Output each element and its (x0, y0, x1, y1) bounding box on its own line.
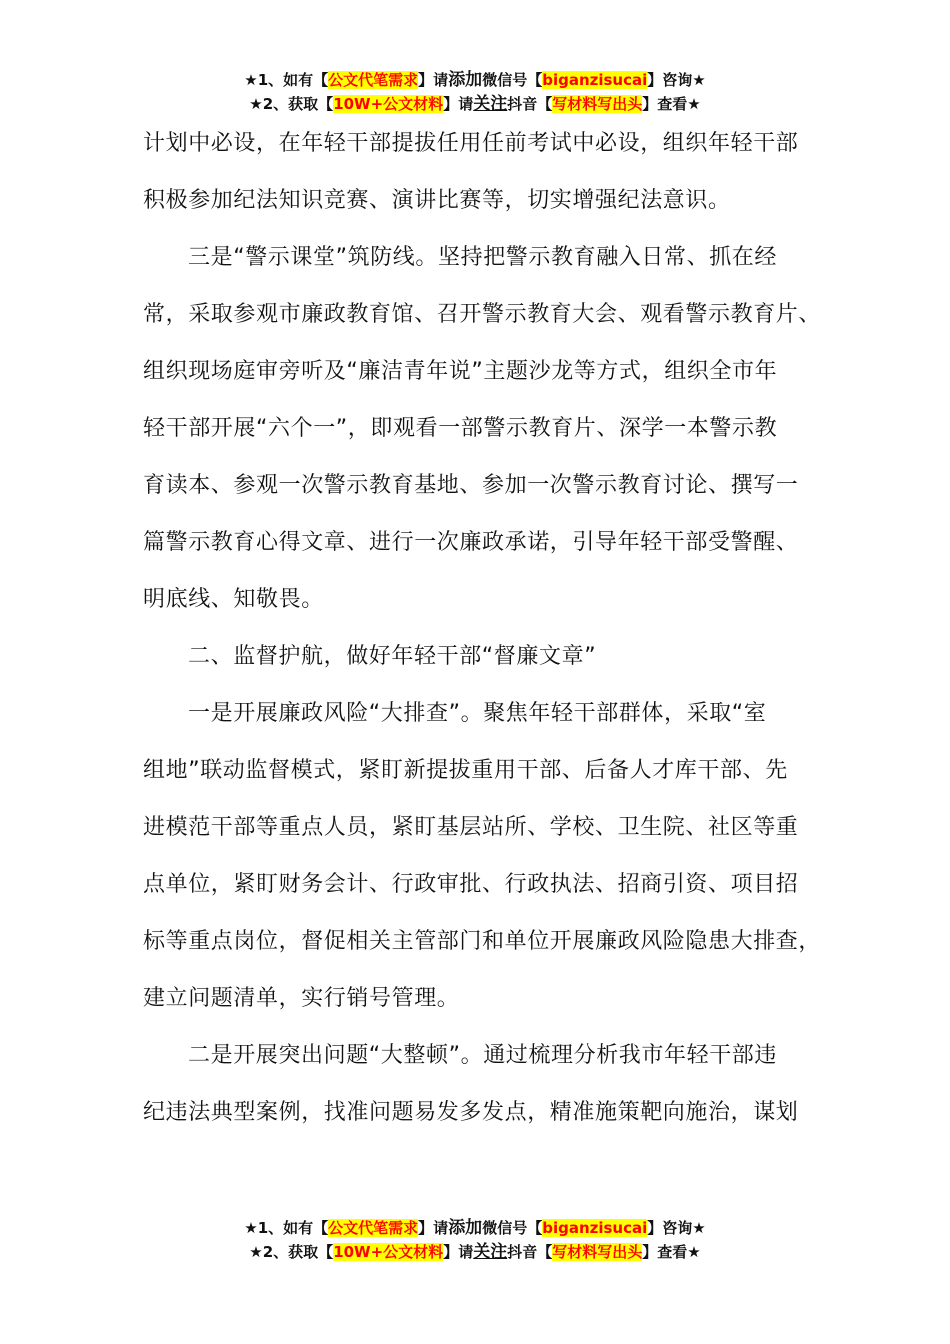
body-line: 二是开展突出问题“大整顿”。通过梳理分析我市年轻干部违 (188, 1043, 777, 1068)
banner-line-2 (0, 1240, 950, 1264)
banner-line-2 (0, 92, 950, 116)
banner-highlight-materials: 10W+公文材料 (333, 95, 444, 113)
banner-text: 】咨询★ (647, 1219, 706, 1237)
banner-text: ★2、获取【 (249, 95, 334, 113)
banner-emphasis: 关注 (473, 94, 508, 114)
body-line: 常，采取参观市廉政教育馆、召开警示教育大会、观看警示教育片、 (143, 302, 822, 327)
body-line: 标等重点岗位，督促相关主管部门和单位开展廉政风险隐患大排查， (143, 929, 822, 954)
document-body (143, 115, 833, 1141)
banner-text: ★2、获取【 (249, 1243, 334, 1261)
body-line: 建立问题清单，实行销号管理。 (143, 986, 460, 1011)
banner-text: 】查看★ (642, 1243, 701, 1261)
body-line: 计划中必设，在年轻干部提拔任用任前考试中必设，组织年轻干部 (143, 131, 799, 156)
banner-highlight-douyin: 写材料写出头 (552, 1243, 643, 1261)
header-banner (0, 68, 950, 116)
body-line: 三是“警示课堂”筑防线。坚持把警示教育融入日常、抓在经 (188, 245, 777, 270)
banner-highlight-service: 公文代笔需求 (328, 71, 419, 89)
section-heading: 二、监督护航，做好年轻干部“督廉文章” (188, 644, 597, 669)
body-line: 轻干部开展“六个一”，即观看一部警示教育片、深学一本警示教 (143, 416, 778, 441)
banner-line-1 (0, 1216, 950, 1240)
banner-highlight-douyin: 写材料写出头 (552, 95, 643, 113)
banner-emphasis: 关注 (473, 1242, 508, 1262)
banner-text: 】请 (418, 71, 449, 89)
banner-text: ★1、如有【 (244, 1219, 329, 1237)
banner-emphasis: 添加 (448, 70, 483, 90)
body-line: 组地”联动监督模式，紧盯新提拔重用干部、后备人才库干部、先 (143, 758, 788, 783)
body-line: 篇警示教育心得文章、进行一次廉政承诺，引导年轻干部受警醒、 (143, 530, 799, 555)
banner-text: 微信号【 (482, 1219, 543, 1237)
banner-highlight-service: 公文代笔需求 (328, 1219, 419, 1237)
body-line: 纪违法典型案例，找准问题易发多发点，精准施策靶向施治，谋划 (143, 1100, 799, 1125)
banner-emphasis: 添加 (448, 1218, 483, 1238)
banner-highlight-materials: 10W+公文材料 (333, 1243, 444, 1261)
footer-banner (0, 1216, 950, 1264)
banner-text: 】请 (443, 1243, 474, 1261)
banner-text: 】请 (418, 1219, 449, 1237)
body-line: 明底线、知敬畏。 (143, 587, 324, 612)
banner-text: 】咨询★ (647, 71, 706, 89)
body-line: 育读本、参观一次警示教育基地、参加一次警示教育讨论、撰写一 (143, 473, 799, 498)
banner-text: 抖音【 (507, 95, 553, 113)
body-line: 积极参加纪法知识竞赛、演讲比赛等，切实增强纪法意识。 (143, 188, 731, 213)
body-line: 进模范干部等重点人员，紧盯基层站所、学校、卫生院、社区等重 (143, 815, 799, 840)
banner-text: 】查看★ (642, 95, 701, 113)
body-line: 组织现场庭审旁听及“廉洁青年说”主题沙龙等方式，组织全市年 (143, 359, 778, 384)
banner-text: 微信号【 (482, 71, 543, 89)
banner-highlight-wechat-id: biganzisucai (542, 71, 648, 89)
banner-text: ★1、如有【 (244, 71, 329, 89)
body-line: 一是开展廉政风险“大排查”。聚焦年轻干部群体，采取“室 (188, 701, 767, 726)
banner-text: 抖音【 (507, 1243, 553, 1261)
banner-highlight-wechat-id: biganzisucai (542, 1219, 648, 1237)
body-line: 点单位，紧盯财务会计、行政审批、行政执法、招商引资、项目招 (143, 872, 799, 897)
banner-line-1 (0, 68, 950, 92)
banner-text: 】请 (443, 95, 474, 113)
